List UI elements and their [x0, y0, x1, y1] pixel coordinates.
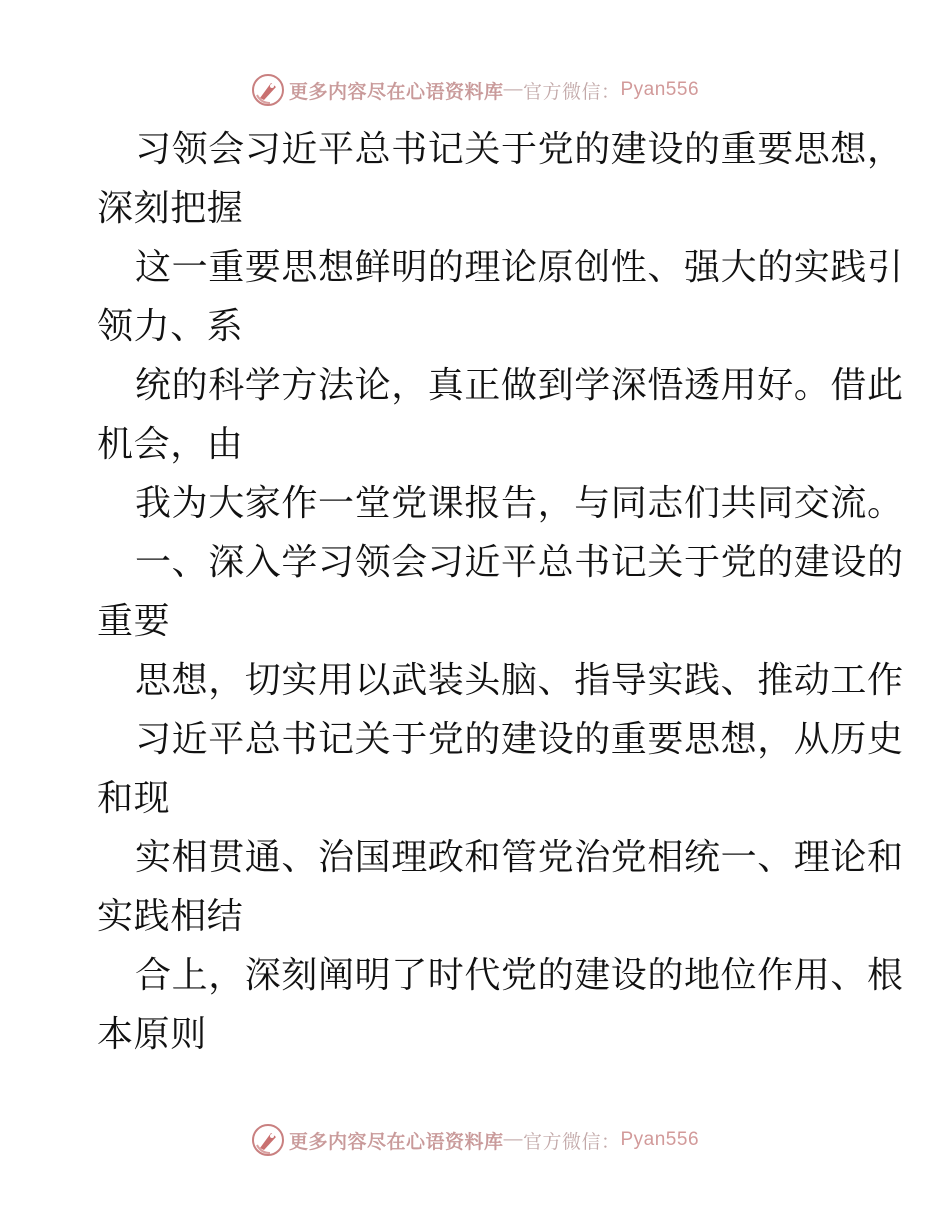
text-line: 习领会习近平总书记关于党的建设的重要思想， — [135, 129, 904, 170]
header-watermark — [0, 70, 950, 110]
watermark-handle: Pyan556 — [620, 1129, 700, 1150]
watermark-handle: Pyan556 — [620, 79, 700, 100]
text-line: 实践相结 — [97, 896, 244, 937]
footer-watermark — [0, 1120, 950, 1160]
watermark-separator: — — [503, 79, 523, 100]
pen-nib-logo-icon — [251, 73, 285, 107]
text-line: 统的科学方法论，真正做到学深悟透用好。借此 — [135, 365, 904, 406]
text-line: 我为大家作一堂党课报告，与同志们共同交流。 — [135, 483, 904, 524]
text-line: 领力、系 — [97, 306, 244, 347]
watermark-main-text: 更多内容尽在心语资料库 — [288, 1131, 504, 1153]
section-heading-line: 一、深入学习领会习近平总书记关于党的建设的 — [135, 542, 904, 583]
section-heading-line: 思想，切实用以武装头脑、指导实践、推动工作 — [135, 660, 904, 701]
watermark-main-text: 更多内容尽在心语资料库 — [288, 81, 504, 103]
watermark-separator: — — [503, 1129, 523, 1150]
text-line: 习近平总书记关于党的建设的重要思想，从历史 — [135, 719, 904, 760]
text-line: 和现 — [97, 778, 171, 819]
document-body — [97, 120, 904, 1064]
pen-nib-logo-icon — [251, 1123, 285, 1157]
text-line: 机会，由 — [97, 424, 244, 465]
text-line: 合上，深刻阐明了时代党的建设的地位作用、根 — [135, 955, 904, 996]
text-line: 这一重要思想鲜明的理论原创性、强大的实践引 — [135, 247, 904, 288]
watermark-label: 官方微信： — [522, 1131, 621, 1153]
text-line: 本原则 — [97, 1014, 207, 1055]
text-line: 深刻把握 — [97, 188, 244, 229]
watermark-label: 官方微信： — [522, 81, 621, 103]
section-heading-line: 重要 — [97, 601, 171, 642]
text-line: 实相贯通、治国理政和管党治党相统一、理论和 — [135, 837, 904, 878]
